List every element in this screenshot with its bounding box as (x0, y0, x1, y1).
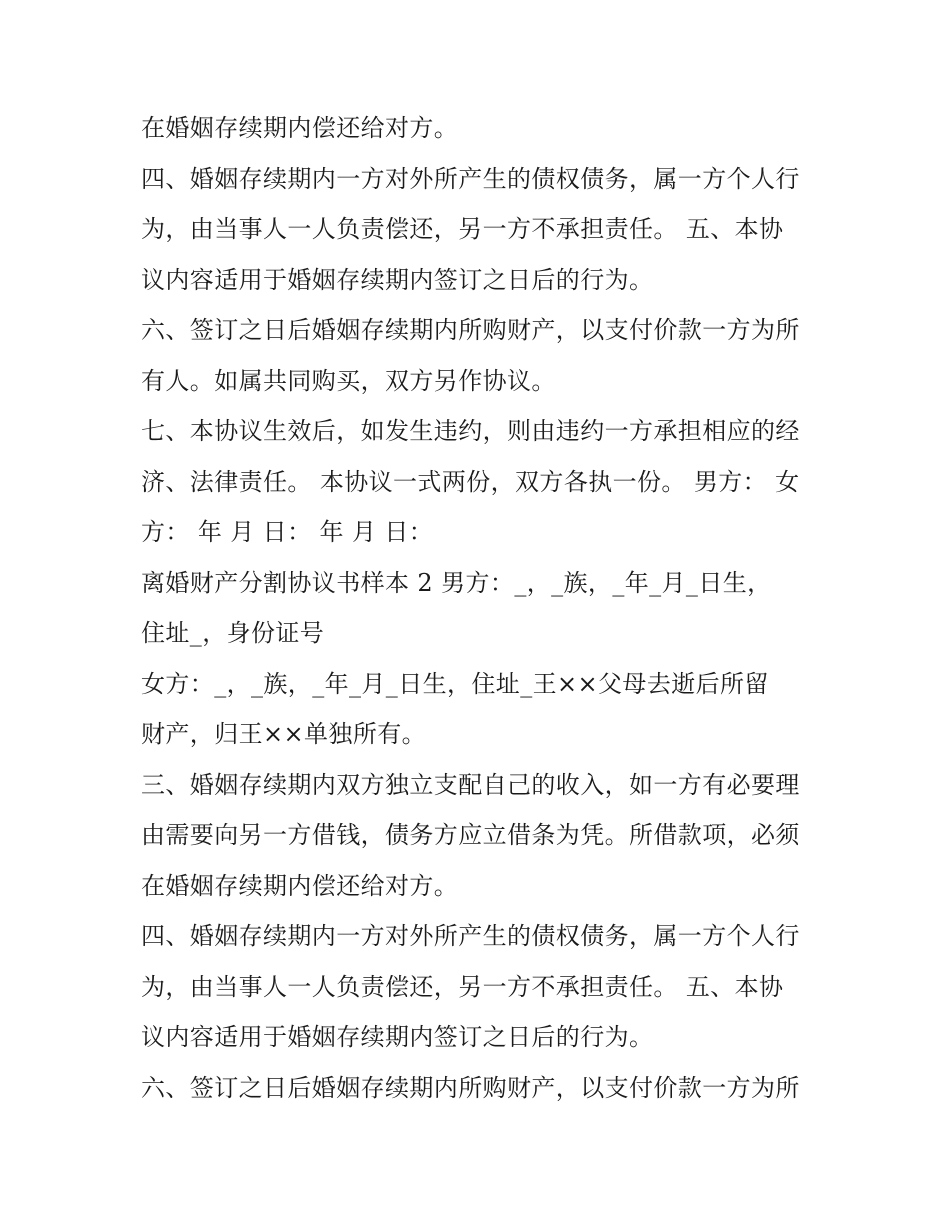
text-line: 六、签订之日后婚姻存续期内所购财产，以支付价款一方为所 (141, 316, 800, 344)
text-line: 由需要向另一方借钱，债务方应立借条为凭。所借款项，必须 (141, 821, 800, 849)
text-line: 方： 年 月 日： 年 月 日： (141, 518, 434, 546)
text-line: 四、婚姻存续期内一方对外所产生的债权债务，属一方个人行 (141, 164, 800, 193)
text-line: 六、签订之日后婚姻存续期内所购财产，以支付价款一方为所 (141, 1073, 800, 1102)
text-line: 有人。如属共同购买，双方另作协议。 (141, 366, 556, 395)
text-line: 为，由当事人一人负责偿还，另一方不承担责任。 五、本协 (141, 215, 784, 243)
text-line: 议内容适用于婚姻存续期内签订之日后的行为。 (141, 265, 654, 294)
text-line: 女方：_，_族，_年_月_日生，住址_王××父母去逝后所留 (141, 669, 769, 698)
text-line: 在婚姻存续期内偿还给对方。 (141, 114, 459, 142)
document-body (141, 103, 816, 1113)
text-line: 济、法律责任。 本协议一式两份，双方各执一份。 男方： 女 (141, 467, 800, 496)
text-line: 四、婚姻存续期内一方对外所产生的债权债务，属一方个人行 (141, 922, 800, 950)
text-line: 为，由当事人一人负责偿还，另一方不承担责任。 五、本协 (141, 972, 784, 1001)
text-line: 离婚财产分割协议书样本 2 男方：_，_族，_年_月_日生， (141, 568, 772, 597)
text-line: 财产，归王××单独所有。 (141, 720, 427, 748)
text-line: 在婚姻存续期内偿还给对方。 (141, 871, 459, 900)
text-line: 住址_，身份证号 (141, 619, 325, 647)
text-line: 七、本协议生效后，如发生违约，则由违约一方承担相应的经 (141, 417, 800, 445)
text-line: 议内容适用于婚姻存续期内签订之日后的行为。 (141, 1023, 654, 1051)
text-line: 三、婚姻存续期内双方独立支配自己的收入，如一方有必要理 (141, 770, 800, 799)
